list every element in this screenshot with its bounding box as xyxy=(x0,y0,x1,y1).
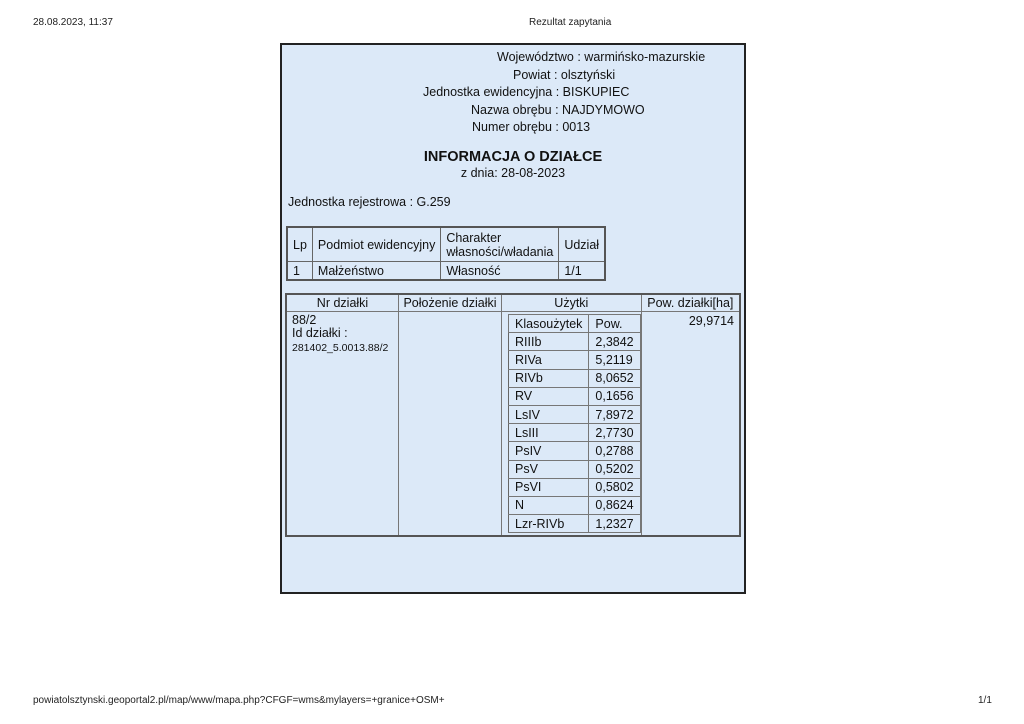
land-use-area: 0,5802 xyxy=(589,478,640,496)
land-use-class: LsIV xyxy=(509,405,589,423)
land-use-col-pow: Pow. xyxy=(589,315,640,333)
land-use-area: 0,5202 xyxy=(589,460,640,478)
parcel-col-nr: Nr działki xyxy=(286,294,399,312)
parcel-table xyxy=(285,293,741,537)
owner-udzial: 1/1 xyxy=(559,262,605,281)
land-use-row xyxy=(509,515,641,533)
owners-col-podmiot: Podmiot ewidencyjny xyxy=(312,227,440,262)
land-use-row xyxy=(509,351,641,369)
land-use-row xyxy=(509,460,641,478)
land-use-header-row xyxy=(509,315,641,333)
parcel-nr-cell xyxy=(286,312,399,537)
land-use-row xyxy=(509,442,641,460)
print-page-title: Rezultat zapytania xyxy=(529,17,612,28)
land-use-row xyxy=(509,369,641,387)
table-row xyxy=(287,262,605,281)
meta-jednostka: Jednostka ewidencyjna : BISKUPIEC xyxy=(423,85,630,99)
land-use-row xyxy=(509,387,641,405)
land-use-area: 0,1656 xyxy=(589,387,640,405)
parcel-id-value: 281402_5.0013.88/2 xyxy=(292,342,389,354)
owners-header-row xyxy=(287,227,605,262)
table-row xyxy=(286,312,740,537)
land-use-row xyxy=(509,405,641,423)
document-date: z dnia: 28-08-2023 xyxy=(460,166,566,180)
parcel-col-uzytki: Użytki xyxy=(502,294,642,312)
document-title: INFORMACJA O DZIAŁCE xyxy=(423,149,603,165)
land-use-class: Lzr-RIVb xyxy=(509,515,589,533)
land-use-table xyxy=(508,314,641,533)
parcel-header-row xyxy=(286,294,740,312)
owners-col-udzial: Udział xyxy=(559,227,605,262)
meta-powiat: Powiat : olsztyński xyxy=(513,67,616,82)
parcel-polozenie-cell xyxy=(399,312,502,537)
parcel-col-pow: Pow. działki[ha] xyxy=(641,294,740,312)
land-use-area: 2,3842 xyxy=(589,333,640,351)
owner-podmiot: Małżeństwo xyxy=(312,262,440,281)
land-use-col-klasouzytek: Klasoużytek xyxy=(509,315,589,333)
jednostka-rejestrowa: Jednostka rejestrowa : G.259 xyxy=(288,195,451,209)
land-use-class: RIVb xyxy=(509,369,589,387)
land-use-row xyxy=(509,424,641,442)
owner-charakter: Własność xyxy=(441,262,559,281)
meta-obreb-numer: Numer obrębu : 0013 xyxy=(472,120,591,134)
meta-obreb-nazwa: Nazwa obrębu : NAJDYMOWO xyxy=(471,102,645,117)
land-use-area: 0,2788 xyxy=(589,442,640,460)
land-use-class: PsVI xyxy=(509,478,589,496)
land-use-area: 2,7730 xyxy=(589,424,640,442)
parcel-col-polozenie: Położenie działki xyxy=(399,294,502,312)
land-use-class: N xyxy=(509,496,589,514)
print-url: powiatolsztynski.geoportal2.pl/map/www/mapa.php?CFGF=wms&mylayers=+granice+OSM+ xyxy=(33,695,445,706)
owners-col-lp: Lp xyxy=(287,227,312,262)
land-use-class: RIIIb xyxy=(509,333,589,351)
land-use-class: PsV xyxy=(509,460,589,478)
land-use-area: 1,2327 xyxy=(589,515,640,533)
land-use-area: 8,0652 xyxy=(589,369,640,387)
land-use-class: LsIII xyxy=(509,424,589,442)
parcel-uses-cell xyxy=(502,312,642,537)
land-use-row xyxy=(509,496,641,514)
land-use-class: PsIV xyxy=(509,442,589,460)
land-use-class: RIVa xyxy=(509,351,589,369)
land-use-area: 7,8972 xyxy=(589,405,640,423)
parcel-nr: 88/2 xyxy=(292,313,317,327)
owners-col-charakter: Charakter własności/władania xyxy=(441,227,559,262)
land-use-row xyxy=(509,333,641,351)
parcel-area: 29,9714 xyxy=(688,314,734,328)
land-use-area: 0,8624 xyxy=(589,496,640,514)
parcel-area-cell xyxy=(641,312,740,537)
land-use-row xyxy=(509,478,641,496)
land-use-class: RV xyxy=(509,387,589,405)
parcel-info-panel xyxy=(280,43,746,594)
meta-wojewodztwo: Województwo : warmińsko-mazurskie xyxy=(497,50,706,64)
location-metadata xyxy=(282,49,739,137)
land-use-area: 5,2119 xyxy=(589,351,640,369)
owners-table xyxy=(286,226,606,281)
parcel-id-label: Id działki : xyxy=(292,326,348,340)
print-datetime: 28.08.2023, 11:37 xyxy=(33,17,113,28)
owner-lp: 1 xyxy=(287,262,312,281)
print-page-count: 1/1 xyxy=(978,695,992,706)
